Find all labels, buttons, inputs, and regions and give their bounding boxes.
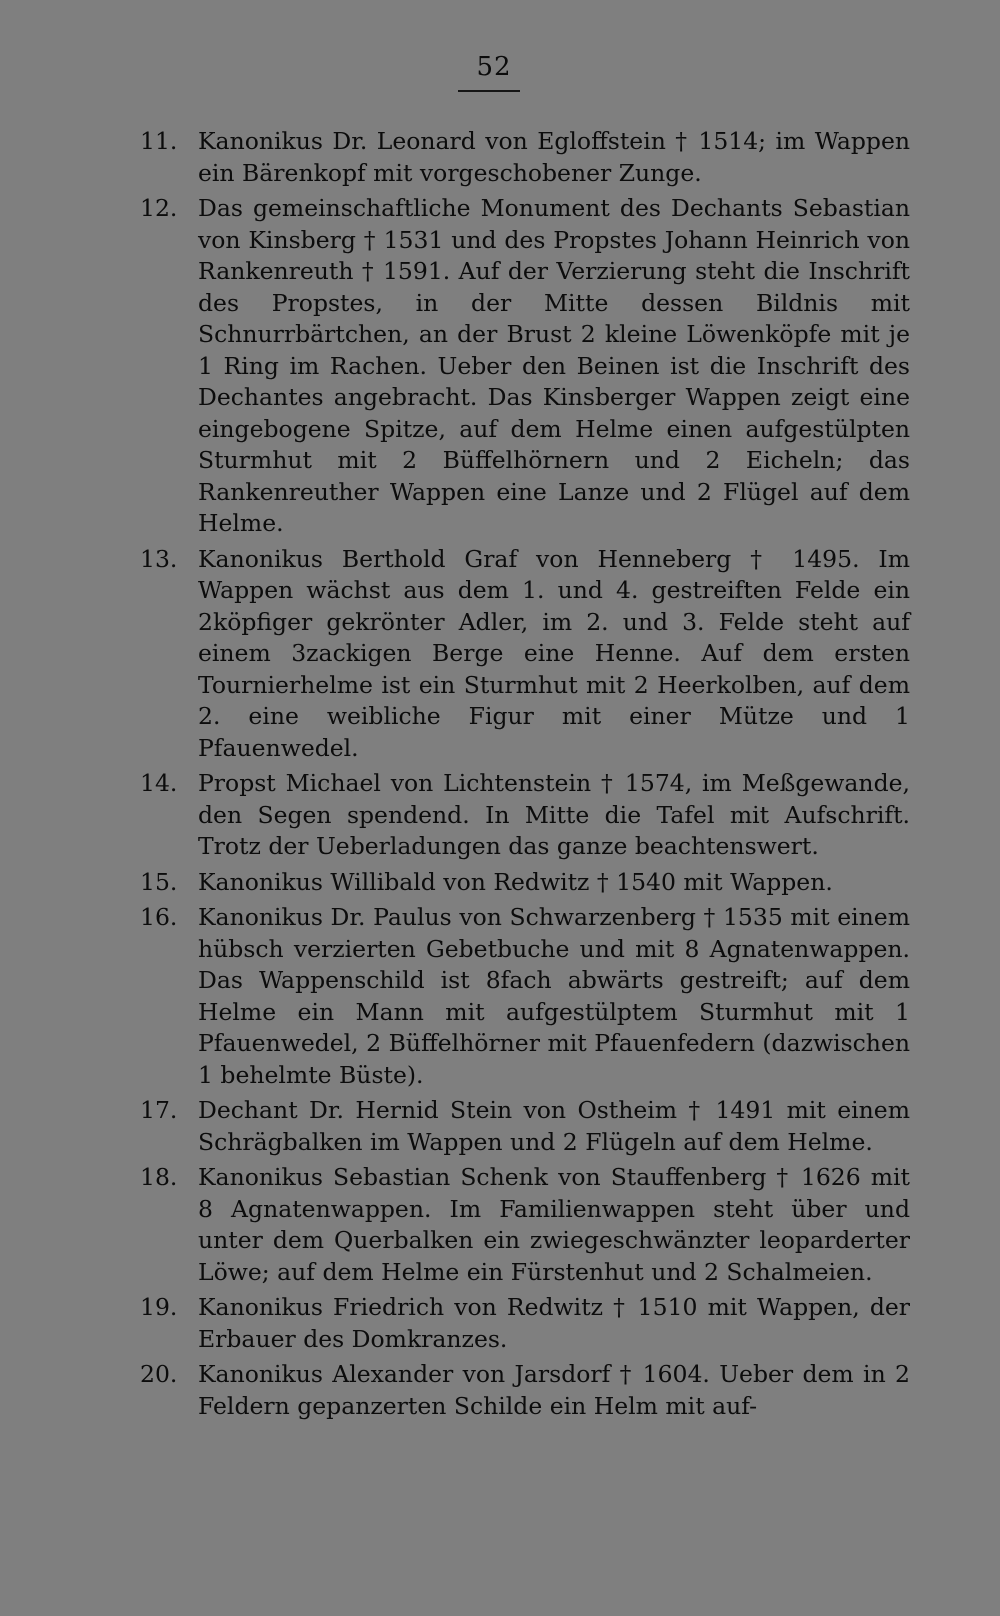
entry-number: 15.: [140, 867, 178, 896]
entry-text: Kanonikus Sebastian Schenk von Stauffenberg † 1626 mit 8 Agnatenwappen. Im Familienwappen steht über und unter dem Querbalken ein zwiegeschwänzter leoparderter Löwe; auf dem Helme ein Fürstenhut und 2 Schalmeien.: [198, 1163, 910, 1286]
entry-text: Kanonikus Dr. Paulus von Schwarzenberg † 1535 mit einem hübsch verzierten Gebetbuche und mit 8 Agnatenwappen. Das Wappenschild ist 8fach abwärts gestreift; auf dem Helme ein Mann mit aufgestülptem Sturmhut mit 1 Pfauenwedel, 2 Büffelhörner mit Pfauenfedern (dazwischen 1 behelmte Büste).: [198, 903, 910, 1089]
entry-number: 18.: [140, 1163, 178, 1191]
entry-17: [140, 1095, 910, 1158]
entry-text: Das gemeinschaftliche Monument des Dechants Sebastian von Kinsberg † 1531 und des Propstes Johann Heinrich von Rankenreuth † 1591. Auf der Verzierung steht die Inschrift des Propstes, in der Mitte dessen Bildnis mit Schnurrbärtchen, an der Brust 2 kleine Löwenköpfe mit je 1 Ring im Rachen. Ueber den Beinen ist die Inschrift des Dechantes angebracht. Das Kinsberger Wappen zeigt eine eingebogene Spitze, auf dem Helme einen aufgestülpten Sturmhut mit 2 Büffelhörnern und 2 Eicheln; das Rankenreuther Wappen eine Lanze und 2 Flügel auf dem Helme.: [198, 194, 910, 537]
entry-11: [140, 126, 910, 189]
page-number: 52: [476, 52, 512, 82]
entry-19: [140, 1292, 910, 1355]
entry-text: Kanonikus Dr. Leonard von Egloffstein † 1514; im Wappen ein Bärenkopf mit vorgeschobener Zunge.: [198, 127, 910, 187]
entry-number: 17.: [140, 1096, 178, 1124]
entry-number: 20.: [140, 1360, 178, 1388]
entry-list: [140, 126, 910, 1426]
entry-number: 14.: [140, 769, 178, 797]
entry-14: [140, 768, 910, 863]
entry-number: 11.: [140, 127, 178, 155]
entry-text: Kanonikus Willibald von Redwitz † 1540 mit Wappen.: [198, 867, 833, 896]
entry-number: 12.: [140, 194, 178, 222]
entry-text: Kanonikus Alexander von Jarsdorf † 1604. Ueber dem in 2 Feldern gepanzerten Schilde ein Helm mit auf-: [198, 1360, 910, 1420]
entry-number: 16.: [140, 903, 178, 931]
entry-20: [140, 1359, 910, 1422]
header-rule: [458, 90, 520, 92]
entry-12: [140, 193, 910, 540]
entry-text: Dechant Dr. Hernid Stein von Ostheim † 1491 mit einem Schrägbalken im Wappen und 2 Flügeln auf dem Helme.: [198, 1096, 910, 1156]
entry-18: [140, 1162, 910, 1288]
entry-number: 13.: [140, 544, 178, 573]
entry-text: Kanonikus Berthold Graf von Henneberg † 1495. Im Wappen wächst aus dem 1. und 4. gestreiften Felde ein 2köpfiger gekrönter Adler, im 2. und 3. Felde steht auf einem 3zackigen Berge eine Henne. Auf dem ersten Tournierhelme ist ein Sturmhut mit 2 Heerkolben, auf dem 2. eine weibliche Figur mit einer Mütze und 1 Pfauenwedel.: [198, 544, 910, 762]
entry-15: [140, 867, 910, 899]
entry-number: 19.: [140, 1293, 178, 1321]
entry-text: Kanonikus Friedrich von Redwitz † 1510 mit Wappen, der Erbauer des Domkranzes.: [198, 1293, 910, 1353]
entry-13: [140, 544, 910, 765]
entry-16: [140, 902, 910, 1091]
entry-text: Propst Michael von Lichtenstein † 1574, im Meßgewande, den Segen spendend. In Mitte die Tafel mit Aufschrift. Trotz der Ueberladungen das ganze beachtenswert.: [198, 769, 910, 860]
